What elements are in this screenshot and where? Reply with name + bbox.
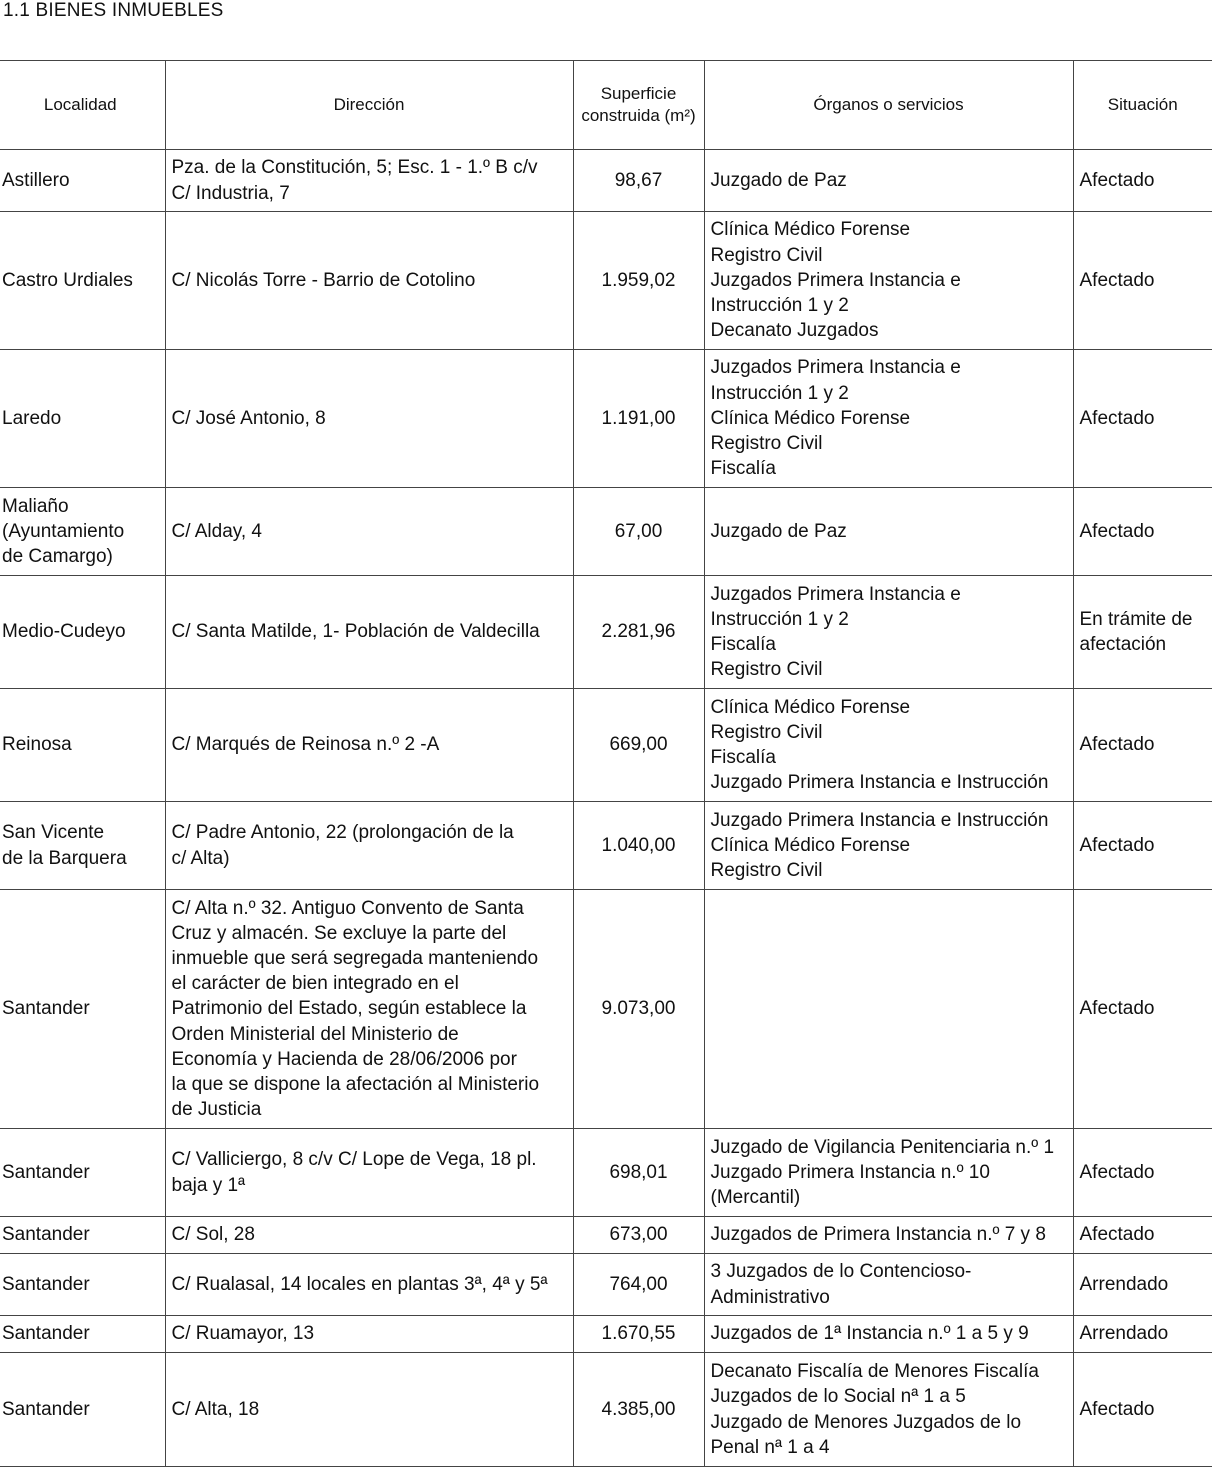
properties-table (0, 60, 1212, 1467)
organos-line: Administrativo (710, 1286, 830, 1308)
direccion-line: C/ José Antonio, 8 (171, 407, 326, 429)
cell-superficie: 698,01 (573, 1129, 704, 1217)
direccion-line: el carácter de bien integrado en el (171, 973, 459, 995)
cell-localidad (0, 890, 165, 1129)
cell-localidad (0, 1129, 165, 1217)
localidad-line: Laredo (2, 407, 62, 429)
localidad-line: Astillero (2, 169, 70, 191)
localidad-line: (Ayuntamiento (2, 520, 125, 542)
direccion-line: C/ Alta n.º 32. Antiguo Convento de Santa (171, 897, 524, 919)
cell-organos (704, 576, 1073, 689)
organos-line: Penal nª 1 a 4 (710, 1436, 830, 1458)
cell-situacion (1073, 802, 1212, 890)
localidad-line: Santander (2, 1398, 90, 1420)
cell-superficie: 67,00 (573, 488, 704, 576)
organos-line: Juzgado Primera Instancia e Instrucción (710, 772, 1049, 794)
organos-line: Decanato Juzgados (710, 320, 879, 342)
cell-situacion (1073, 488, 1212, 576)
situacion-line: Afectado (1079, 998, 1155, 1020)
organos-line: Instrucción 1 y 2 (710, 295, 849, 317)
table-body (0, 150, 1212, 1467)
direccion-line: baja y 1ª (171, 1174, 246, 1196)
localidad-line: Maliaño (2, 495, 69, 517)
header-organos: Órganos o servicios (704, 61, 1073, 150)
cell-situacion (1073, 150, 1212, 212)
cell-superficie: 1.040,00 (573, 802, 704, 890)
cell-situacion (1073, 212, 1212, 350)
organos-line: Juzgado Primera Instancia n.º 10 (710, 1161, 990, 1183)
localidad-line: Santander (2, 1273, 90, 1295)
organos-line: Registro Civil (710, 721, 823, 743)
cell-organos (704, 1353, 1073, 1467)
localidad-line: de la Barquera (2, 847, 127, 869)
cell-direccion (165, 1217, 573, 1254)
situacion-line: Afectado (1079, 1224, 1155, 1246)
cell-direccion (165, 1316, 573, 1353)
cell-organos (704, 350, 1073, 488)
cell-localidad (0, 689, 165, 802)
cell-localidad (0, 576, 165, 689)
cell-superficie: 98,67 (573, 150, 704, 212)
localidad-line: Santander (2, 1224, 90, 1246)
cell-situacion (1073, 1254, 1212, 1316)
cell-organos (704, 1217, 1073, 1254)
organos-line: (Mercantil) (710, 1187, 801, 1209)
organos-line: Clínica Médico Forense (710, 219, 911, 241)
localidad-line: Santander (2, 998, 90, 1020)
cell-organos (704, 802, 1073, 890)
situacion-line: Afectado (1079, 169, 1155, 191)
direccion-line: C/ Ruamayor, 13 (171, 1323, 315, 1345)
organos-line: Juzgados Primera Instancia e (710, 583, 961, 605)
organos-line: Juzgado de Menores Juzgados de lo (710, 1411, 1022, 1433)
cell-superficie: 2.281,96 (573, 576, 704, 689)
organos-line: Registro Civil (710, 244, 823, 266)
cell-organos (704, 1316, 1073, 1353)
section-title: 1.1 BIENES INMUEBLES (3, 0, 224, 21)
direccion-line: C/ Rualasal, 14 locales en plantas 3ª, 4ª y 5ª (171, 1273, 548, 1295)
cell-superficie: 1.670,55 (573, 1316, 704, 1353)
header-situacion: Situación (1073, 61, 1212, 150)
cell-direccion (165, 1353, 573, 1467)
cell-superficie: 764,00 (573, 1254, 704, 1316)
organos-line: Juzgados de Primera Instancia n.º 7 y 8 (710, 1224, 1046, 1246)
cell-localidad (0, 212, 165, 350)
header-localidad: Localidad (0, 61, 165, 150)
localidad-line: de Camargo) (2, 546, 113, 568)
situacion-line: Afectado (1079, 269, 1155, 291)
direccion-line: C/ Valliciergo, 8 c/v C/ Lope de Vega, 18 pl. (171, 1149, 537, 1171)
organos-line: Juzgado de Paz (710, 169, 847, 191)
organos-line: Clínica Médico Forense (710, 834, 911, 856)
organos-line: Juzgados de lo Social nª 1 a 5 (710, 1386, 966, 1408)
cell-situacion (1073, 576, 1212, 689)
situacion-line: Arrendado (1079, 1323, 1169, 1345)
direccion-line: Economía y Hacienda de 28/06/2006 por (171, 1048, 517, 1070)
cell-direccion (165, 890, 573, 1129)
cell-organos (704, 890, 1073, 1129)
situacion-line: Afectado (1079, 834, 1155, 856)
organos-line: Juzgados Primera Instancia e (710, 269, 961, 291)
cell-direccion (165, 1129, 573, 1217)
cell-superficie: 4.385,00 (573, 1353, 704, 1467)
direccion-line: C/ Padre Antonio, 22 (prolongación de la (171, 822, 514, 844)
localidad-line: Reinosa (2, 734, 72, 756)
organos-line: Juzgado de Paz (710, 520, 847, 542)
cell-superficie: 669,00 (573, 689, 704, 802)
localidad-line: Castro Urdiales (2, 269, 133, 291)
situacion-line: afectación (1079, 634, 1167, 655)
cell-localidad (0, 150, 165, 212)
situacion-line: Afectado (1079, 407, 1155, 429)
localidad-line: Santander (2, 1161, 90, 1183)
direccion-line: Cruz y almacén. Se excluye la parte del (171, 922, 507, 944)
direccion-line: Patrimonio del Estado, según establece la (171, 998, 527, 1020)
cell-organos (704, 1129, 1073, 1217)
direccion-line: C/ Nicolás Torre - Barrio de Cotolino (171, 269, 476, 291)
cell-superficie: 9.073,00 (573, 890, 704, 1129)
direccion-line: la que se dispone la afectación al Ministerio (171, 1074, 540, 1095)
table-row (0, 689, 1212, 802)
organos-line: 3 Juzgados de lo Contencioso- (710, 1261, 972, 1283)
table-row (0, 150, 1212, 212)
organos-line: Clínica Médico Forense (710, 696, 911, 718)
table-row (0, 890, 1212, 1129)
cell-localidad (0, 1316, 165, 1353)
direccion-line: C/ Alta, 18 (171, 1398, 260, 1420)
direccion-line: inmueble que será segregada manteniendo (171, 947, 539, 969)
localidad-line: Santander (2, 1323, 90, 1345)
organos-line: Juzgados Primera Instancia e (710, 357, 961, 379)
cell-organos (704, 212, 1073, 350)
direccion-line: de Justicia (171, 1099, 262, 1121)
cell-direccion (165, 689, 573, 802)
situacion-line: Afectado (1079, 1398, 1155, 1420)
direccion-line: Pza. de la Constitución, 5; Esc. 1 - 1.º B c/v (171, 157, 538, 179)
organos-line: Decanato Fiscalía de Menores Fiscalía (710, 1361, 1039, 1383)
cell-organos (704, 689, 1073, 802)
direccion-line: C/ Sol, 28 (171, 1224, 255, 1246)
cell-situacion (1073, 1217, 1212, 1254)
organos-line: Clínica Médico Forense (710, 407, 911, 429)
cell-situacion (1073, 1316, 1212, 1353)
organos-line: Registro Civil (710, 433, 823, 455)
cell-localidad (0, 350, 165, 488)
situacion-line: Arrendado (1079, 1273, 1169, 1295)
cell-direccion (165, 488, 573, 576)
cell-organos (704, 1254, 1073, 1316)
cell-localidad (0, 488, 165, 576)
localidad-line: San Vicente (2, 822, 105, 844)
cell-superficie: 1.959,02 (573, 212, 704, 350)
cell-localidad (0, 1353, 165, 1467)
cell-direccion (165, 1254, 573, 1316)
table-row (0, 1129, 1212, 1217)
situacion-line: En trámite de (1079, 608, 1193, 630)
cell-localidad (0, 1217, 165, 1254)
table-row (0, 212, 1212, 350)
header-superficie: Superficie construida (m²) (573, 61, 704, 150)
direccion-line: Orden Ministerial del Ministerio de (171, 1023, 459, 1045)
cell-direccion (165, 576, 573, 689)
localidad-line: Medio-Cudeyo (2, 621, 126, 643)
cell-situacion (1073, 689, 1212, 802)
cell-superficie: 1.191,00 (573, 350, 704, 488)
table-row (0, 1353, 1212, 1467)
table-row (0, 488, 1212, 576)
direccion-line: c/ Alta) (171, 847, 230, 869)
organos-line: Instrucción 1 y 2 (710, 382, 849, 404)
direccion-line: C/ Marqués de Reinosa n.º 2 -A (171, 734, 440, 756)
organos-line: Registro Civil (710, 860, 823, 882)
organos-line: Juzgados de 1ª Instancia n.º 1 a 5 y 9 (710, 1323, 1029, 1345)
cell-situacion (1073, 890, 1212, 1129)
organos-line: Fiscalía (710, 458, 776, 480)
header-direccion: Dirección (165, 61, 573, 150)
table-row (0, 802, 1212, 890)
organos-line: Instrucción 1 y 2 (710, 608, 849, 630)
table-row (0, 1316, 1212, 1353)
cell-direccion (165, 350, 573, 488)
table-row (0, 1254, 1212, 1316)
cell-direccion (165, 212, 573, 350)
header-row (0, 61, 1212, 150)
organos-line: Fiscalía (710, 747, 776, 768)
cell-localidad (0, 802, 165, 890)
cell-organos (704, 488, 1073, 576)
organos-line: Registro Civil (710, 659, 823, 681)
table-row (0, 1217, 1212, 1254)
cell-direccion (165, 802, 573, 890)
cell-localidad (0, 1254, 165, 1316)
cell-situacion (1073, 1129, 1212, 1217)
cell-superficie: 673,00 (573, 1217, 704, 1254)
organos-line: Fiscalía (710, 634, 776, 655)
table-row (0, 350, 1212, 488)
situacion-line: Afectado (1079, 520, 1155, 542)
cell-situacion (1073, 1353, 1212, 1467)
organos-line: Juzgado de Vigilancia Penitenciaria n.º 1 (710, 1136, 1055, 1158)
cell-situacion (1073, 350, 1212, 488)
direccion-line: C/ Industria, 7 (171, 182, 290, 204)
situacion-line: Afectado (1079, 1161, 1155, 1183)
organos-line: Juzgado Primera Instancia e Instrucción (710, 809, 1049, 831)
cell-direccion (165, 150, 573, 212)
situacion-line: Afectado (1079, 734, 1155, 756)
direccion-line: C/ Alday, 4 (171, 520, 262, 542)
table-row (0, 576, 1212, 689)
cell-organos (704, 150, 1073, 212)
direccion-line: C/ Santa Matilde, 1- Población de Valdecilla (171, 621, 540, 643)
